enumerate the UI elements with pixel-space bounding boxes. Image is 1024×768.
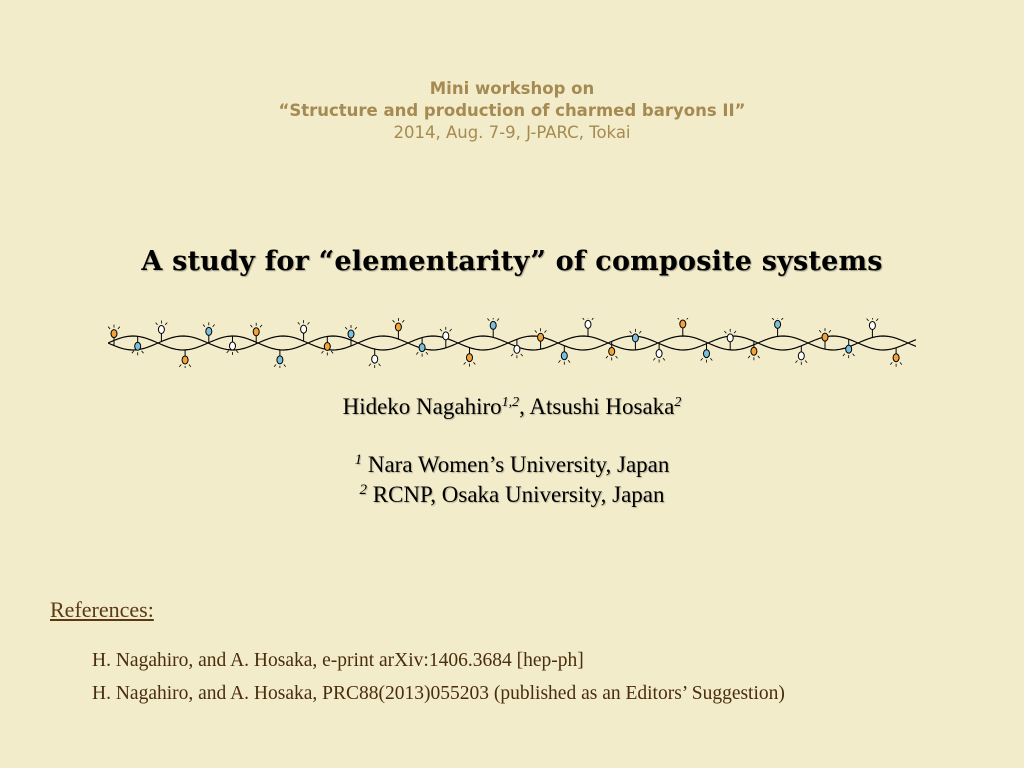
author-affiliation-mark: 2 [674, 395, 682, 410]
affiliation-text: Nara Women’s University, Japan [367, 452, 670, 477]
affiliation [0, 480, 1024, 510]
affiliation-mark: 1 [354, 452, 363, 468]
author-list: Hideko Nagahiro$^{1,2}$, Atsushi Hosaka$^2$ [342, 394, 682, 419]
reference-list [92, 644, 785, 710]
affiliation-list [0, 450, 1024, 510]
workshop-label: Mini workshop on [429, 79, 595, 98]
author-name: Hideko Nagahiro [342, 394, 502, 419]
garland-of-lights-icon [108, 318, 916, 368]
workshop-date-venue: 2014, Aug. 7-9, J-PARC, Tokai [393, 123, 631, 142]
affiliation-text: RCNP, Osaka University, Japan [372, 482, 665, 507]
affiliation [0, 450, 1024, 480]
talk-title: A study for “elementarity” of composite systems [141, 246, 883, 277]
reference-item: H. Nagahiro, and A. Hosaka, e-print arXiv:1406.3684 [hep-ph] [92, 650, 584, 671]
reference-item: H. Nagahiro, and A. Hosaka, PRC88(2013)055203 (published as an Editors’ Suggestion) [92, 683, 785, 704]
author-affiliation-mark: 1,2 [501, 395, 520, 410]
affiliation-mark: 2 [359, 482, 367, 498]
workshop-name: “Structure and production of charmed baryons II” [278, 101, 746, 120]
workshop-info [0, 78, 1024, 144]
author-name: Atsushi Hosaka [529, 394, 675, 419]
references-heading: References: [50, 597, 154, 622]
